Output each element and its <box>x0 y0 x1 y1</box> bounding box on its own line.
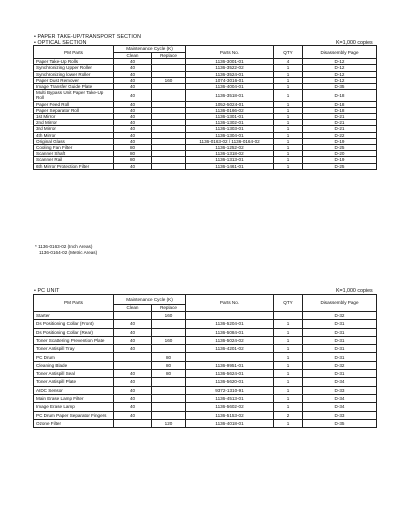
cell-qty: 1 <box>274 71 303 77</box>
cell-clean-cycle: 40 <box>114 114 152 120</box>
cell-clean-cycle: 80 <box>114 157 152 163</box>
cell-clean-cycle: 40 <box>114 370 152 378</box>
cell-qty: 1 <box>274 378 303 386</box>
cell-disassembly-page: D-35 <box>303 419 377 427</box>
table-row <box>34 394 377 402</box>
table-row <box>34 370 377 378</box>
cell-qty: 4 <box>274 59 303 65</box>
cell-disassembly-page: D-20 <box>303 151 377 157</box>
cell-clean-cycle: 40 <box>114 71 152 77</box>
cell-disassembly-page: D-21 <box>303 120 377 126</box>
cell-disassembly-page: D-32 <box>303 312 377 320</box>
cell-disassembly-page: D-31 <box>303 328 377 336</box>
cell-part-name: PC Drum Paper Separator Fingers <box>34 411 114 419</box>
cell-part-number: 1136-1302-01 <box>186 120 274 126</box>
cell-part-name: Toner Antispill Seal <box>34 370 114 378</box>
cell-qty: 1 <box>274 361 303 369</box>
cell-clean-cycle: 40 <box>114 84 152 90</box>
cell-replace-cycle <box>152 394 186 402</box>
cell-part-name: Paper Dust Remover <box>34 77 114 83</box>
cell-part-number: 1136-1301-01 <box>186 114 274 120</box>
cell-disassembly-page: D-31 <box>303 336 377 344</box>
table-row <box>34 353 377 361</box>
cell-part-number: 1136-1252-02 <box>186 145 274 151</box>
cell-part-number: 1136-5620-01 <box>186 378 274 386</box>
cell-disassembly-page: D-34 <box>303 394 377 402</box>
cell-replace-cycle: 160 <box>152 312 186 320</box>
cell-qty: 1 <box>274 101 303 107</box>
cell-replace-cycle <box>152 90 186 101</box>
cell-qty: 1 <box>274 370 303 378</box>
cell-qty: 1 <box>274 336 303 344</box>
cell-part-name: Main Erase Lamp Filter <box>34 394 114 402</box>
cell-part-number: 1136-1303-01 <box>186 126 274 132</box>
cell-disassembly-page: D-18 <box>303 90 377 101</box>
table-row <box>34 411 377 419</box>
cell-qty: 1 <box>274 386 303 394</box>
cell-clean-cycle: 80 <box>114 145 152 151</box>
cell-part-number: 1136-3524-01 <box>186 71 274 77</box>
cell-disassembly-page: D-33 <box>303 386 377 394</box>
cell-clean-cycle: 40 <box>114 138 152 144</box>
cell-part-number: 1136-5204-01 <box>186 320 274 328</box>
cell-disassembly-page: D-19 <box>303 157 377 163</box>
cell-part-name: 4th Mirror <box>34 132 114 138</box>
cell-clean-cycle: 40 <box>114 345 152 353</box>
cell-qty: 1 <box>274 394 303 402</box>
cell-replace-cycle <box>152 386 186 394</box>
cell-clean-cycle: 40 <box>114 378 152 386</box>
cell-qty: 1 <box>274 320 303 328</box>
cell-disassembly-page: D-35 <box>303 84 377 90</box>
cell-replace-cycle <box>152 378 186 386</box>
cell-qty: 2 <box>274 411 303 419</box>
cell-clean-cycle: 40 <box>114 77 152 83</box>
cell-disassembly-page: D-31 <box>303 370 377 378</box>
cell-part-number: 1136-5024-02 <box>186 336 274 344</box>
cell-qty <box>274 312 303 320</box>
cell-part-name: Scanner Shaft <box>34 151 114 157</box>
cell-replace-cycle: 120 <box>152 419 186 427</box>
header-parts-no: Parts No. <box>186 46 274 59</box>
cell-part-name: Synchronizing lower Roller <box>34 71 114 77</box>
cell-disassembly-page: D-12 <box>303 71 377 77</box>
cell-qty: 1 <box>274 120 303 126</box>
cell-qty: 1 <box>274 65 303 71</box>
cell-clean-cycle <box>114 419 152 427</box>
cell-part-name: Cooling Fan Filter <box>34 145 114 151</box>
cell-disassembly-page: D-31 <box>303 353 377 361</box>
cell-replace-cycle <box>152 328 186 336</box>
cell-part-number: 1136-4201-02 <box>186 345 274 353</box>
header-pm-parts: PM Parts <box>34 295 114 312</box>
table-row <box>34 90 377 101</box>
cell-disassembly-page: D-31 <box>303 320 377 328</box>
cell-part-name: Paper Take-Up Rolls <box>34 59 114 65</box>
cell-part-number: 1136-5084-01 <box>186 328 274 336</box>
cell-qty: 1 <box>274 157 303 163</box>
table-row <box>34 345 377 353</box>
header-parts-no: Parts No. <box>186 295 274 312</box>
header-replace: Replace <box>152 53 186 59</box>
cell-disassembly-page: D-21 <box>303 126 377 132</box>
footnote-line-metric: 1136-0164-02 (Metric Areas) <box>39 249 98 255</box>
cell-disassembly-page: D-19 <box>303 138 377 144</box>
cell-part-name: Toner Antispill Tray <box>34 345 114 353</box>
cell-clean-cycle <box>114 361 152 369</box>
cell-disassembly-page: D-12 <box>303 59 377 65</box>
cell-clean-cycle: 40 <box>114 411 152 419</box>
cell-qty: 1 <box>274 163 303 169</box>
cell-replace-cycle <box>152 411 186 419</box>
pc-unit-table-body <box>34 312 377 428</box>
cell-replace-cycle <box>152 320 186 328</box>
cell-clean-cycle: 40 <box>114 90 152 101</box>
cell-part-name: Original Glass <box>34 138 114 144</box>
cell-replace-cycle: 80 <box>152 353 186 361</box>
cell-replace-cycle <box>152 403 186 411</box>
cell-part-number: 1136-9951-01 <box>186 361 274 369</box>
cell-part-number: 1136-4004-01 <box>186 84 274 90</box>
cell-replace-cycle <box>152 345 186 353</box>
cell-qty: 1 <box>274 353 303 361</box>
cell-qty: 1 <box>274 84 303 90</box>
cell-clean-cycle <box>114 312 152 320</box>
cell-disassembly-page: D-12 <box>303 65 377 71</box>
cell-qty: 1 <box>274 345 303 353</box>
cell-part-name: 1st Mirror <box>34 114 114 120</box>
table-row <box>34 336 377 344</box>
cell-part-name: Paper Separator Roll <box>34 107 114 113</box>
cell-part-number: 1136-3001-01 <box>186 59 274 65</box>
cell-clean-cycle: 80 <box>114 151 152 157</box>
cell-disassembly-page: D-21 <box>303 114 377 120</box>
cell-replace-cycle: 80 <box>152 361 186 369</box>
cell-disassembly-page: D-31 <box>303 345 377 353</box>
cell-clean-cycle: 40 <box>114 101 152 107</box>
cell-part-name: AIDC Sensor <box>34 386 114 394</box>
table-row <box>34 403 377 411</box>
cell-part-name: Starter <box>34 312 114 320</box>
cell-clean-cycle: 40 <box>114 336 152 344</box>
cell-clean-cycle: 40 <box>114 328 152 336</box>
cell-disassembly-page: D-34 <box>303 403 377 411</box>
cell-disassembly-page: D-18 <box>303 107 377 113</box>
cell-qty: 1 <box>274 419 303 427</box>
cell-part-number: 1136-1304-01 <box>186 132 274 138</box>
header-qty: QTY <box>274 295 303 312</box>
cell-clean-cycle: 40 <box>114 386 152 394</box>
cell-clean-cycle <box>114 353 152 361</box>
cell-part-name: Cleaning Blade <box>34 361 114 369</box>
cell-clean-cycle: 40 <box>114 126 152 132</box>
cell-part-name: PC Drum <box>34 353 114 361</box>
cell-disassembly-page: D-25 <box>303 145 377 151</box>
cell-clean-cycle: 40 <box>114 403 152 411</box>
cell-qty: 1 <box>274 114 303 120</box>
cell-clean-cycle: 40 <box>114 65 152 71</box>
cell-part-number <box>186 312 274 320</box>
header-clean: Clean <box>114 53 152 59</box>
cell-replace-cycle: 160 <box>152 77 186 83</box>
cell-replace-cycle <box>152 163 186 169</box>
cell-disassembly-page: D-33 <box>303 411 377 419</box>
cell-clean-cycle: 40 <box>114 132 152 138</box>
cell-clean-cycle: 40 <box>114 59 152 65</box>
table-row <box>34 378 377 386</box>
cell-part-name: Image Transfer Guide Plate <box>34 84 114 90</box>
cell-disassembly-page: D-32 <box>303 361 377 369</box>
table-row <box>34 163 377 169</box>
cell-part-name: Scanner Rail <box>34 157 114 163</box>
cell-part-name: Paper Feed Roll <box>34 101 114 107</box>
header-maintenance-cycle: Maintenance Cycle (K) <box>114 295 186 305</box>
cell-qty: 1 <box>274 132 303 138</box>
cell-part-name: 3rd Mirror <box>34 126 114 132</box>
cell-part-number: 1074-3016-01 <box>186 77 274 83</box>
cell-part-number: 1136-4513-01 <box>186 394 274 402</box>
cell-part-number: 1052-5024-01 <box>186 101 274 107</box>
header-maintenance-cycle: Maintenance Cycle (K) <box>114 46 186 53</box>
cell-part-name: 6th Mirror Protection Filter <box>34 163 114 169</box>
cell-part-name: 2nd Mirror <box>34 120 114 126</box>
cell-part-number: 1136-1461-01 <box>186 163 274 169</box>
cell-qty: 1 <box>274 138 303 144</box>
cell-qty: 1 <box>274 145 303 151</box>
cell-part-name: Ozone Filter <box>34 419 114 427</box>
cell-clean-cycle: 40 <box>114 107 152 113</box>
section-heading-optical: • OPTICAL SECTION <box>34 40 87 46</box>
section-heading-paper-transport: • PAPER TAKE-UP/TRANSPORT SECTION <box>34 34 142 40</box>
cell-clean-cycle: 40 <box>114 320 152 328</box>
cell-replace-cycle: 80 <box>152 370 186 378</box>
unit-note-optical: K=1,000 copies <box>336 40 373 46</box>
cell-part-number: 1136-3518-01 <box>186 90 274 101</box>
table-row <box>34 419 377 427</box>
cell-replace-cycle: 160 <box>152 336 186 344</box>
cell-part-number: 1136-5602-02 <box>186 403 274 411</box>
header-replace: Replace <box>152 305 186 312</box>
cell-part-number: 1136-0163-02 / 1136-0164-02 <box>186 138 274 144</box>
cell-part-number: 9372-1310-91 <box>186 386 274 394</box>
cell-qty: 1 <box>274 328 303 336</box>
cell-qty: 1 <box>274 90 303 101</box>
header-qty: QTY <box>274 46 303 59</box>
cell-part-number: 1136-4018-01 <box>186 419 274 427</box>
footnote <box>35 244 97 255</box>
cell-disassembly-page: D-25 <box>303 163 377 169</box>
optical-section-table <box>33 45 377 170</box>
section-heading-pc-unit: • PC UNIT <box>34 288 60 294</box>
cell-part-name: Synchronizing Upper Roller <box>34 65 114 71</box>
cell-part-number: 1136-1313-01 <box>186 157 274 163</box>
cell-part-name: Toner Antispill Plate <box>34 378 114 386</box>
header-disassembly-page: Disassembly Page <box>303 295 377 312</box>
cell-clean-cycle: 40 <box>114 163 152 169</box>
cell-part-name: Multi Bypass Unit Paper Take-Up Roll <box>34 90 114 101</box>
cell-disassembly-page: D-22 <box>303 132 377 138</box>
table-row <box>34 361 377 369</box>
unit-note-pc-unit: K=1,000 copies <box>336 288 373 294</box>
cell-qty: 1 <box>274 151 303 157</box>
header-clean: Clean <box>114 305 152 312</box>
cell-clean-cycle: 40 <box>114 120 152 126</box>
cell-qty: 1 <box>274 77 303 83</box>
cell-part-number: 1136-0166-02 <box>186 107 274 113</box>
cell-part-name: Toner Scattering Prevention Plate <box>34 336 114 344</box>
cell-part-name: Ds Positioning Collar (Rear) <box>34 328 114 336</box>
optical-table-body <box>34 59 377 170</box>
cell-disassembly-page: D-34 <box>303 378 377 386</box>
cell-part-name: Ds Positioning Collar (Front) <box>34 320 114 328</box>
table-row <box>34 328 377 336</box>
cell-disassembly-page: D-18 <box>303 101 377 107</box>
cell-clean-cycle: 40 <box>114 394 152 402</box>
cell-part-number: 1136-5153-02 <box>186 411 274 419</box>
cell-part-number: 1136-5624-01 <box>186 370 274 378</box>
cell-part-number: 1136-1318-02 <box>186 151 274 157</box>
cell-part-number <box>186 353 274 361</box>
table-row <box>34 320 377 328</box>
cell-part-number: 1136-3522-02 <box>186 65 274 71</box>
cell-qty: 1 <box>274 126 303 132</box>
table-row <box>34 386 377 394</box>
cell-qty: 1 <box>274 403 303 411</box>
table-row <box>34 312 377 320</box>
cell-part-name: Image Erase Lamp <box>34 403 114 411</box>
pc-unit-table <box>33 294 377 428</box>
header-disassembly-page: Disassembly Page <box>303 46 377 59</box>
header-pm-parts: PM Parts <box>34 46 114 59</box>
cell-qty: 1 <box>274 107 303 113</box>
cell-disassembly-page: D-12 <box>303 77 377 83</box>
footnote-line-inch: * 1136-0163-02 (Inch Areas) <box>35 244 93 249</box>
